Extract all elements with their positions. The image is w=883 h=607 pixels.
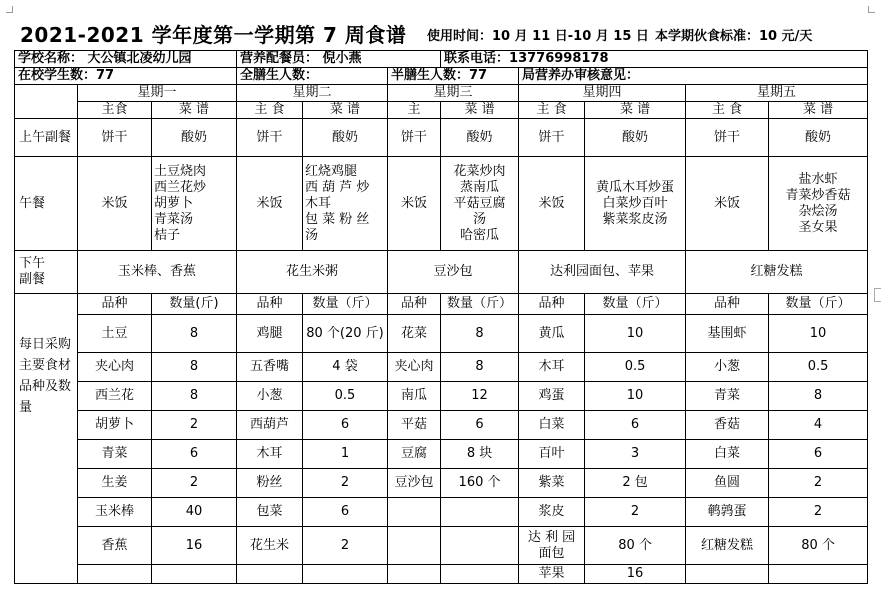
wed-purchase-item: 花菜 [388,315,441,353]
thu-purchase-qty: 0.5 [585,353,686,382]
fri-purchase-item: 青菜 [686,382,769,411]
purchase-row [15,382,868,411]
mon-purchase-qty: 40 [152,498,237,527]
mon-lunch-staple: 米饭 [78,157,152,251]
wed-staple-header: 主 [388,102,441,119]
wed-purchase-item [388,498,441,527]
tue-purchase-qty: 0.5 [303,382,388,411]
lunch-dish-item: 汤 [305,227,319,243]
fri-dish-header: 菜 谱 [769,102,868,119]
snack-label-line1: 下午 [19,256,46,271]
lunch-dish-item: 杂烩汤 [798,203,838,219]
fri-purchase-qty: 80 个 [769,527,868,565]
tue-purchase-item: 粉丝 [237,469,303,498]
thu-purchase-qty: 2 包 [585,469,686,498]
wed-purchase-item: 夹心肉 [388,353,441,382]
thu-purchase-qty: 10 [585,315,686,353]
day-wed: 星期三 [388,85,519,102]
thu-purchase-item: 百叶 [519,440,585,469]
wed-purchase-qty: 160 个 [441,469,519,498]
fri-purchase-item: 白菜 [686,440,769,469]
fri-purchase-item [686,565,769,584]
tue-purchase-item: 西葫芦 [237,411,303,440]
half-meal-count: 半膳生人数：77 [388,68,519,85]
school-name: 学校名称： 大公镇北凌幼儿园 [15,51,237,68]
fri-purchase-item: 香菇 [686,411,769,440]
fri-purchase-item: 红糖发糕 [686,527,769,565]
fri-purchase-item: 基围虾 [686,315,769,353]
mon-dish-header: 菜 谱 [152,102,237,119]
thu-breakfast-staple: 饼干 [519,119,585,157]
mon-purchase-qty: 8 [152,353,237,382]
sub-header-row [15,102,868,119]
tue-qty-header: 数量（斤） [303,294,388,315]
tue-purchase-qty [303,565,388,584]
thu-item-header: 品种 [519,294,585,315]
mon-staple-header: 主食 [78,102,152,119]
lunch-dish-item: 紫菜浆皮汤 [602,211,668,227]
day-mon: 星期一 [78,85,237,102]
snack-label [15,251,78,294]
wed-purchase-qty: 8 [441,315,519,353]
fri-purchase-qty: 2 [769,469,868,498]
purchase-row [15,315,868,353]
thu-purchase-qty: 3 [585,440,686,469]
fri-purchase-qty: 0.5 [769,353,868,382]
purchase-row [15,469,868,498]
lunch-dish-item: 桔子 [154,227,181,243]
wed-breakfast-staple: 饼干 [388,119,441,157]
wed-item-header: 品种 [388,294,441,315]
weekly-menu-table [14,50,868,584]
wed-purchase-item: 豆沙包 [388,469,441,498]
fri-snack: 红糖发糕 [686,251,868,294]
fri-staple-header: 主 食 [686,102,769,119]
mon-purchase-item: 生姜 [78,469,152,498]
mon-purchase-qty: 6 [152,440,237,469]
info-row-1 [15,51,868,68]
tue-breakfast-staple: 饼干 [237,119,303,157]
thu-purchase-qty: 16 [585,565,686,584]
wed-purchase-qty [441,498,519,527]
tue-purchase-item [237,565,303,584]
fri-purchase-item: 小葱 [686,353,769,382]
fri-item-header: 品种 [686,294,769,315]
tue-breakfast-dish: 酸奶 [303,119,388,157]
info-row-2 [15,68,868,85]
thu-purchase-item: 木耳 [519,353,585,382]
menu-header [14,14,866,48]
wed-purchase-item: 平菇 [388,411,441,440]
meal-standard: 本学期伙食标准：10 元/天 [655,29,813,44]
day-tue: 星期二 [237,85,388,102]
fri-breakfast-dish: 酸奶 [769,119,868,157]
thu-lunch-dishes [585,157,686,251]
lunch-dish-item: 花菜炒肉 [453,163,506,179]
mon-purchase-qty: 16 [152,527,237,565]
thu-dish-header: 菜 谱 [585,102,686,119]
purchase-label [15,294,78,584]
purchase-label-text: 每日采购主要食材品种及数量 [19,337,72,415]
mon-purchase-item: 夹心肉 [78,353,152,382]
wed-purchase-qty: 8 块 [441,440,519,469]
snack-label-line2: 副餐 [19,272,46,287]
fri-purchase-qty: 2 [769,498,868,527]
breakfast-label: 上午副餐 [15,119,78,157]
lunch-dish-item: 红烧鸡腿 [305,163,358,179]
wed-dish-header: 菜 谱 [441,102,519,119]
full-meal-count: 全膳生人数： [237,68,388,85]
purchase-row [15,565,868,584]
thu-qty-header: 数量（斤） [585,294,686,315]
lunch-dish-item: 土豆烧肉 [154,163,207,179]
fri-purchase-item: 鱼圆 [686,469,769,498]
lunch-row [15,157,868,251]
tue-staple-header: 主 食 [237,102,303,119]
wed-lunch-staple: 米饭 [388,157,441,251]
fri-purchase-qty: 8 [769,382,868,411]
thu-breakfast-dish: 酸奶 [585,119,686,157]
nutritionist: 营养配餐员： 倪小燕 [237,51,441,68]
tue-dish-header: 菜 谱 [303,102,388,119]
thu-lunch-staple: 米饭 [519,157,585,251]
mon-breakfast-staple: 饼干 [78,119,152,157]
lunch-dish-item: 汤 [473,211,487,227]
tue-purchase-qty: 1 [303,440,388,469]
fri-lunch-staple: 米饭 [686,157,769,251]
snack-row [15,251,868,294]
lunch-dish-item: 盐水虾 [798,171,838,187]
tue-snack: 花生米粥 [237,251,388,294]
mon-qty-header: 数量(斤) [152,294,237,315]
page-corner-mark-right [868,6,875,13]
lunch-dish-item: 胡萝卜 [154,195,194,211]
lunch-dish-item: 圣女果 [798,219,838,235]
wed-snack: 豆沙包 [388,251,519,294]
thu-purchase-qty: 2 [585,498,686,527]
mon-snack: 玉米棒、香蕉 [78,251,237,294]
purchase-row [15,498,868,527]
tue-item-header: 品种 [237,294,303,315]
wed-purchase-qty [441,565,519,584]
thu-purchase-qty: 6 [585,411,686,440]
mon-purchase-qty: 8 [152,382,237,411]
wed-purchase-item [388,565,441,584]
thu-purchase-qty: 10 [585,382,686,411]
wed-purchase-item: 豆腐 [388,440,441,469]
tue-purchase-item: 鸡腿 [237,315,303,353]
tue-purchase-qty: 6 [303,411,388,440]
fri-purchase-qty: 10 [769,315,868,353]
tue-purchase-item: 花生米 [237,527,303,565]
fri-breakfast-staple: 饼干 [686,119,769,157]
lunch-dish-item: 西 葫 芦 炒 [305,179,370,195]
thu-purchase-item: 白菜 [519,411,585,440]
tue-purchase-item: 木耳 [237,440,303,469]
mon-item-header: 品种 [78,294,152,315]
fri-lunch-dishes [769,157,868,251]
mon-purchase-qty [152,565,237,584]
mon-purchase-item: 青菜 [78,440,152,469]
lunch-dish-item: 木耳 [305,195,332,211]
lunch-dish-item: 蒸南瓜 [460,179,500,195]
contact-phone: 联系电话：13776998178 [441,51,868,68]
wed-qty-header: 数量（斤） [441,294,519,315]
thu-purchase-item: 紫菜 [519,469,585,498]
wed-purchase-qty: 12 [441,382,519,411]
thu-staple-header: 主 食 [519,102,585,119]
wed-lunch-dishes [441,157,519,251]
lunch-dish-item: 平菇豆腐 [453,195,506,211]
breakfast-row [15,119,868,157]
purchase-row [15,411,868,440]
thu-purchase-item: 浆皮 [519,498,585,527]
mon-purchase-item: 玉米棒 [78,498,152,527]
page-margin-mark [874,288,881,302]
day-header-row [15,85,868,102]
mon-purchase-item [78,565,152,584]
fri-qty-header: 数量（斤） [769,294,868,315]
tue-lunch-staple: 米饭 [237,157,303,251]
mon-purchase-qty: 8 [152,315,237,353]
page-corner-mark-left [6,6,13,13]
lunch-dish-item: 白菜炒百叶 [602,195,668,211]
lunch-dish-item: 黄瓜木耳炒蛋 [596,179,675,195]
lunch-dish-item: 青菜炒香菇 [785,187,851,203]
mon-purchase-qty: 2 [152,411,237,440]
mon-lunch-dishes [152,157,237,251]
lunch-dish-item: 包 菜 粉 丝 [305,211,370,227]
tue-purchase-item: 小葱 [237,382,303,411]
fri-purchase-qty: 4 [769,411,868,440]
lunch-dish-item: 西兰花炒 [154,179,207,195]
wed-purchase-item: 南瓜 [388,382,441,411]
usage-time: 使用时间：10 月 11 日-10 月 15 日 [427,29,649,44]
tue-purchase-qty: 2 [303,527,388,565]
tue-purchase-qty: 2 [303,469,388,498]
fri-purchase-qty [769,565,868,584]
thu-purchase-item: 苹果 [519,565,585,584]
mon-purchase-item: 胡萝卜 [78,411,152,440]
thu-purchase-item: 达 利 园 面包 [519,527,585,565]
day-fri: 星期五 [686,85,868,102]
thu-snack: 达利园面包、苹果 [519,251,686,294]
purchase-row [15,440,868,469]
wed-purchase-qty: 6 [441,411,519,440]
wed-breakfast-dish: 酸奶 [441,119,519,157]
day-thu: 星期四 [519,85,686,102]
lunch-dish-item: 青菜汤 [154,211,194,227]
mon-purchase-qty: 2 [152,469,237,498]
tue-purchase-qty: 80 个(20 斤) [303,315,388,353]
purchase-row [15,527,868,565]
mon-purchase-item: 土豆 [78,315,152,353]
thu-purchase-item: 黄瓜 [519,315,585,353]
fri-purchase-item: 鹌鹑蛋 [686,498,769,527]
mon-purchase-item: 西兰花 [78,382,152,411]
tue-lunch-dishes [303,157,388,251]
student-count: 在校学生数：77 [15,68,237,85]
purchase-header-row [15,294,868,315]
mon-breakfast-dish: 酸奶 [152,119,237,157]
lunch-label: 午餐 [15,157,78,251]
lunch-dish-item: 哈密瓜 [460,227,500,243]
tue-purchase-item: 包菜 [237,498,303,527]
review-opinion: 局营养办审核意见： [519,68,868,85]
tue-purchase-qty: 6 [303,498,388,527]
mon-purchase-item: 香蕉 [78,527,152,565]
purchase-row [15,353,868,382]
tue-purchase-qty: 4 袋 [303,353,388,382]
empty-corner-cell [15,85,78,119]
thu-purchase-qty: 80 个 [585,527,686,565]
wed-purchase-item [388,527,441,565]
page-title: 2021-2021 学年度第一学期第 7 周食谱 [20,23,407,47]
wed-purchase-qty: 8 [441,353,519,382]
tue-purchase-item: 五香嘴 [237,353,303,382]
fri-purchase-qty: 6 [769,440,868,469]
thu-purchase-item: 鸡蛋 [519,382,585,411]
wed-purchase-qty [441,527,519,565]
